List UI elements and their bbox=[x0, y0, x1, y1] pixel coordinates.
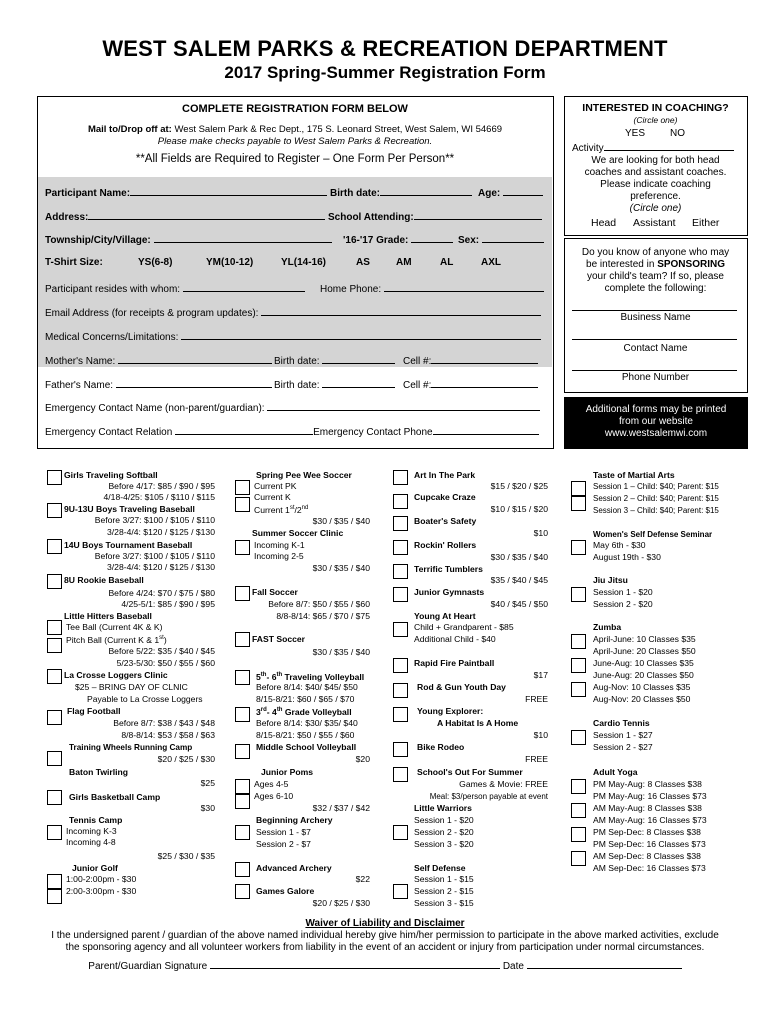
games-galore-checkbox[interactable] bbox=[235, 884, 250, 899]
signature-field[interactable] bbox=[210, 958, 500, 969]
sos-checkbox[interactable] bbox=[393, 767, 408, 782]
peewee-checkbox-2[interactable] bbox=[235, 497, 250, 512]
sex-field[interactable] bbox=[482, 232, 544, 243]
warriors-checkbox[interactable] bbox=[393, 825, 408, 840]
waiver-heading: Waiver of Liability and Disclaimer bbox=[305, 918, 465, 929]
father-birth-field[interactable] bbox=[322, 377, 395, 388]
birth-date-field[interactable] bbox=[380, 185, 472, 196]
fall-soccer-checkbox[interactable] bbox=[235, 586, 250, 601]
contact-name-field[interactable] bbox=[572, 339, 737, 340]
pitchball-checkbox[interactable] bbox=[47, 638, 62, 653]
u14-checkbox[interactable] bbox=[47, 539, 62, 554]
zumba-checkbox-2[interactable] bbox=[571, 658, 586, 673]
coaching-no[interactable]: NO bbox=[670, 128, 685, 139]
mother-cell-field[interactable] bbox=[431, 353, 538, 364]
coaching-heading: INTERESTED IN COACHING? bbox=[582, 102, 729, 114]
website-box: Additional forms may be printed from our website www.westsalemwi.com bbox=[564, 397, 748, 449]
peewee-checkbox-1[interactable] bbox=[235, 480, 250, 495]
form-heading: COMPLETE REGISTRATION FORM BELOW bbox=[182, 103, 408, 115]
home-phone-field[interactable] bbox=[384, 281, 544, 292]
tshirt-label: T-Shirt Size: bbox=[45, 257, 103, 268]
mail-line: Mail to/Drop off at: West Salem Park & Rec Dept., 175 S. Leonard Street, West Salem, WI 54669 bbox=[87, 124, 503, 135]
emergency-relation-field[interactable] bbox=[175, 424, 313, 435]
u8-checkbox[interactable] bbox=[47, 574, 62, 589]
loggers-checkbox[interactable] bbox=[47, 669, 62, 684]
size-yl[interactable]: YL(14-16) bbox=[281, 257, 327, 268]
school-field[interactable] bbox=[414, 209, 542, 220]
golf-checkbox-1[interactable] bbox=[47, 874, 62, 889]
boater-checkbox[interactable] bbox=[393, 516, 408, 531]
township-field[interactable] bbox=[154, 232, 332, 243]
medical-field[interactable] bbox=[181, 329, 541, 340]
emergency-phone-field[interactable] bbox=[433, 424, 539, 435]
emergency-name-field[interactable] bbox=[267, 400, 540, 411]
softball-checkbox[interactable] bbox=[47, 470, 62, 485]
business-name-field[interactable] bbox=[572, 310, 737, 311]
gymnasts-checkbox[interactable] bbox=[393, 587, 408, 602]
website-link[interactable]: www.westsalemwi.com bbox=[604, 428, 708, 439]
mother-name-field[interactable] bbox=[118, 353, 272, 364]
zumba-checkbox-3[interactable] bbox=[571, 682, 586, 697]
sponsor-box: Do you know of anyone who may be interested in SPONSORING your child's team? If so, please complete the following: Business Name Contact Name Phone Number bbox=[564, 238, 748, 393]
address-field[interactable] bbox=[88, 209, 325, 220]
fast-soccer-checkbox[interactable] bbox=[235, 632, 250, 647]
coaching-assistant[interactable]: Assistant bbox=[633, 217, 676, 229]
flag-football-checkbox[interactable] bbox=[47, 710, 62, 725]
bike-rodeo-checkbox[interactable] bbox=[393, 742, 408, 757]
size-al[interactable]: AL bbox=[440, 257, 454, 268]
paintball-checkbox[interactable] bbox=[393, 658, 408, 673]
heart-checkbox[interactable] bbox=[393, 622, 408, 637]
phone-number-field[interactable] bbox=[572, 370, 737, 371]
zumba-checkbox-1[interactable] bbox=[571, 634, 586, 649]
email-field[interactable] bbox=[261, 305, 541, 316]
size-axl[interactable]: AXL bbox=[481, 257, 501, 268]
mother-birth-field[interactable] bbox=[322, 353, 395, 364]
cardio-tennis-checkbox[interactable] bbox=[571, 730, 586, 745]
date-field[interactable] bbox=[527, 958, 682, 969]
martial-checkbox-2[interactable] bbox=[571, 496, 586, 511]
grade-field[interactable] bbox=[411, 232, 453, 243]
page-title: WEST SALEM PARKS & RECREATION DEPARTMENT bbox=[102, 36, 668, 61]
participant-name-field[interactable] bbox=[130, 185, 327, 196]
archery-checkbox[interactable] bbox=[235, 825, 250, 840]
father-name-field[interactable] bbox=[116, 377, 272, 388]
yoga-checkbox-3[interactable] bbox=[571, 827, 586, 842]
coaching-either[interactable]: Either bbox=[692, 217, 720, 229]
rockin-checkbox[interactable] bbox=[393, 540, 408, 555]
coaching-activity-field[interactable] bbox=[604, 140, 734, 151]
tennis-checkbox[interactable] bbox=[47, 825, 62, 840]
checks-note: Please make checks payable to West Salem Parks & Recreation. bbox=[157, 136, 433, 147]
size-ys[interactable]: YS(6-8) bbox=[138, 257, 173, 268]
jiujitsu-checkbox[interactable] bbox=[571, 587, 586, 602]
yoga-checkbox-1[interactable] bbox=[571, 779, 586, 794]
rodgun-checkbox[interactable] bbox=[393, 683, 408, 698]
required-note: **All Fields are Required to Register – One Form Per Person** bbox=[135, 153, 455, 165]
coaching-text: We are looking for both head coaches and assistant coaches. Please indicate coaching preference. (Circle one) bbox=[584, 155, 727, 214]
sponsor-text: Do you know of anyone who may be interested in SPONSORING your child's team? If so, please complete the following: bbox=[581, 247, 730, 294]
u13-checkbox[interactable] bbox=[47, 503, 62, 518]
explorer-checkbox[interactable] bbox=[393, 707, 408, 722]
tumblers-checkbox[interactable] bbox=[393, 564, 408, 579]
participant-info-section: Participant Name: Birth date: Age: Address: School Attending: Township/City/Village: '16-'17 Grade: Sex: T-Shirt Size: YS(6-8) YM(10-12) YL(14-16) AS AM AL AXL Participant resides with whom: Home Phone: Email Address (for receipts & program updates): Medical Concerns/Limitations: Mother's Name: Birth date: Cell #: bbox=[38, 177, 552, 367]
poms-checkbox-2[interactable] bbox=[235, 794, 250, 809]
size-as[interactable]: AS bbox=[356, 257, 370, 268]
ms-volleyball-checkbox[interactable] bbox=[235, 744, 250, 759]
size-ym[interactable]: YM(10-12) bbox=[206, 257, 254, 268]
coaching-yes[interactable]: YES bbox=[625, 128, 646, 139]
volleyball-56-checkbox[interactable] bbox=[235, 670, 250, 685]
resides-field[interactable] bbox=[183, 281, 305, 292]
volleyball-34-checkbox[interactable] bbox=[235, 707, 250, 722]
coaching-head[interactable]: Head bbox=[591, 217, 617, 229]
size-am[interactable]: AM bbox=[396, 257, 412, 268]
advanced-archery-checkbox[interactable] bbox=[235, 862, 250, 877]
yoga-checkbox-4[interactable] bbox=[571, 851, 586, 866]
golf-checkbox-2[interactable] bbox=[47, 889, 62, 904]
registration-form-box: COMPLETE REGISTRATION FORM BELOW Mail to/Drop off at: West Salem Park & Rec Dept., 175 S. Leonard Street, West Salem, WI 54669 Please make checks payable to West Salem Parks & Recreation. **All Fields are Required to Register – One Form Per Person** Participant Name: Birth date: Age: Address: School Attending: Township/City/Village: '16-'17 Grade: Sex: T-Shirt Size: YS(6-8) YM(10-12) YL(14-16) AS AM AL AXL Participant resides with whom: Home Phone: Email Address (for receipts & program updates): Medical Concerns/Limitations: Mother's Name: Birth date: Cell #: Father's Name: Birth date: Cell #: Emergency Contact Name (non-parent/guardian): Emergency Contact Relation Emergency Contact Phone bbox=[37, 96, 554, 449]
teeball-checkbox[interactable] bbox=[47, 620, 62, 635]
cupcake-checkbox[interactable] bbox=[393, 494, 408, 509]
summer-soccer-checkbox[interactable] bbox=[235, 540, 250, 555]
martial-checkbox-1[interactable] bbox=[571, 481, 586, 496]
coaching-box: INTERESTED IN COACHING? (Circle one) YES NO Activity We are looking for both head coaches and assistant coaches. Please indicate coaching preference. (Circle one) Head Assistant Either bbox=[564, 96, 748, 236]
baton-checkbox[interactable] bbox=[47, 790, 62, 805]
waiver-section: Waiver of Liability and Disclaimer I the undersigned parent / guardian of the above named individual hereby give him/her permission to participate in the above marked activities, exclude the sponsoring agency and all volunteer workers from liability in the event of an accident or injury from participation under normal circumstances. Parent/Guardian Signature Date bbox=[30, 918, 740, 973]
poms-checkbox-1[interactable] bbox=[235, 779, 250, 794]
self-defense-checkbox[interactable] bbox=[393, 884, 408, 899]
womens-checkbox[interactable] bbox=[571, 540, 586, 555]
art-checkbox[interactable] bbox=[393, 470, 408, 485]
page-subtitle: 2017 Spring-Summer Registration Form bbox=[224, 63, 546, 82]
father-cell-field[interactable] bbox=[431, 377, 538, 388]
wheels-checkbox[interactable] bbox=[47, 751, 62, 766]
yoga-checkbox-2[interactable] bbox=[571, 803, 586, 818]
age-field[interactable] bbox=[503, 185, 543, 196]
